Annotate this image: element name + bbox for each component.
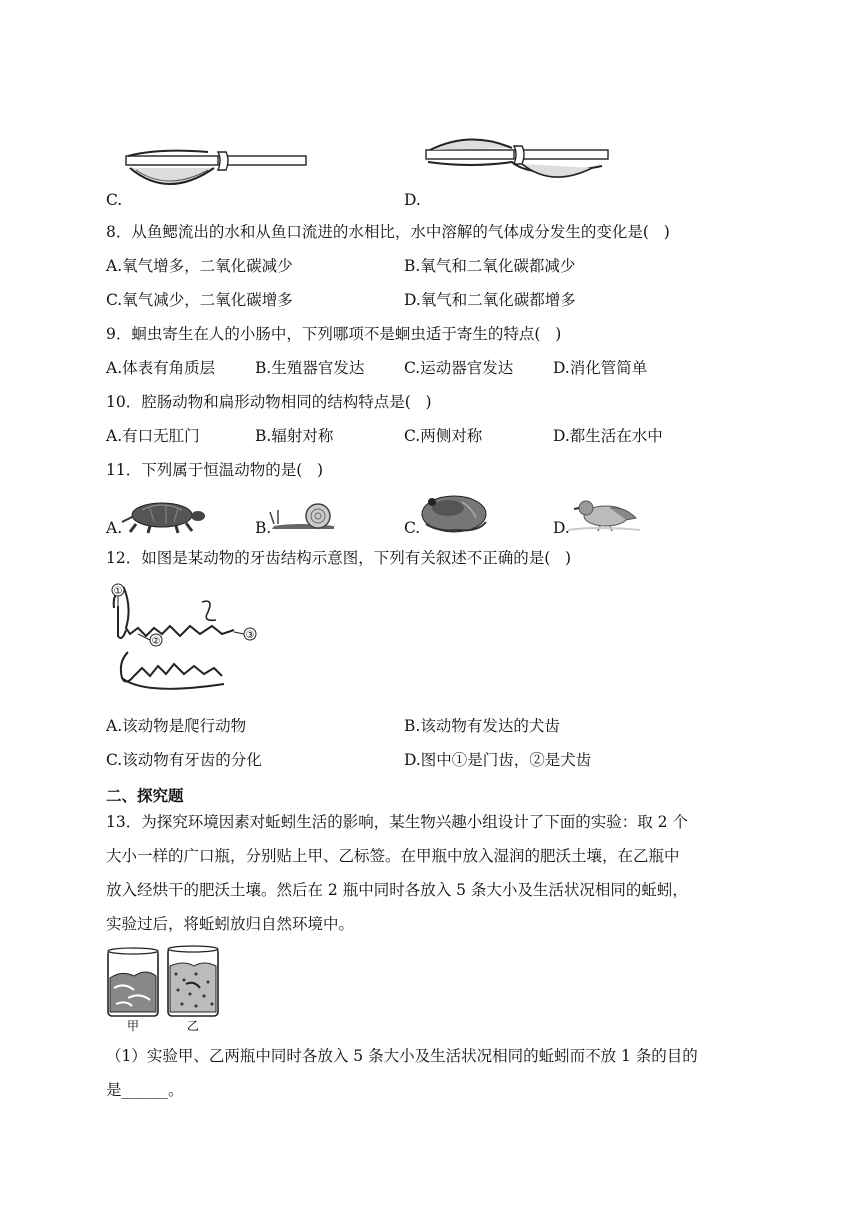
jar-label-jia: 甲 bbox=[126, 1019, 140, 1033]
q9-option-c[interactable]: C.运动器官发达 bbox=[404, 359, 514, 377]
arm-figure-d bbox=[422, 136, 612, 190]
question-10-stem: 10．腔肠动物和扁形动物相同的结构特点是( ) bbox=[106, 393, 432, 411]
q12-option-b[interactable]: B.该动物有发达的犬齿 bbox=[404, 717, 560, 735]
q11-option-c[interactable]: C. bbox=[404, 519, 421, 537]
q8-option-d[interactable]: D.氧气和二氧化碳都增多 bbox=[404, 291, 576, 309]
q10-option-b[interactable]: B.辐射对称 bbox=[255, 427, 334, 445]
q8-option-b[interactable]: B.氧气和二氧化碳都减少 bbox=[404, 257, 576, 275]
tooth-label-3: ③ bbox=[245, 630, 255, 641]
question-9-stem: 9．蛔虫寄生在人的小肠中，下列哪项不是蛔虫适于寄生的特点( ) bbox=[106, 325, 562, 343]
question-12-stem: 12．如图是某动物的牙齿结构示意图，下列有关叙述不正确的是( ) bbox=[106, 549, 572, 567]
turtle-image bbox=[120, 498, 206, 534]
q9-option-a[interactable]: A.体表有角质层 bbox=[106, 359, 216, 377]
question-8-stem: 8．从鱼鳃流出的水和从鱼口流进的水相比，水中溶解的气体成分发生的变化是( ) bbox=[106, 223, 670, 241]
q10-option-c[interactable]: C.两侧对称 bbox=[404, 427, 483, 445]
q10-option-d[interactable]: D.都生活在水中 bbox=[553, 427, 663, 445]
q7-option-c[interactable]: C. bbox=[106, 191, 123, 209]
jars-figure bbox=[104, 944, 226, 1034]
arm-figure-c bbox=[118, 140, 308, 190]
pigeon-image bbox=[566, 496, 642, 532]
q12-option-d[interactable]: D.图中①是门齿，②是犬齿 bbox=[404, 751, 592, 769]
q11-option-d[interactable]: D. bbox=[553, 519, 570, 537]
q13-line-4: 实验过后，将蚯蚓放归自然环境中。 bbox=[106, 915, 355, 933]
tooth-label-1: ① bbox=[113, 586, 123, 597]
q13-sub1-line-2[interactable]: 是______。 bbox=[106, 1081, 184, 1099]
q11-option-a[interactable]: A. bbox=[106, 519, 123, 537]
jar-label-yi: 乙 bbox=[186, 1019, 200, 1033]
section-title: 二、探究题 bbox=[106, 787, 184, 805]
q9-option-b[interactable]: B.生殖器官发达 bbox=[255, 359, 365, 377]
q11-option-b[interactable]: B. bbox=[255, 519, 272, 537]
q7-option-d[interactable]: D. bbox=[404, 191, 421, 209]
q13-line-2: 大小一样的广口瓶，分别贴上甲、乙标签。在甲瓶中放入湿润的肥沃土壤，在乙瓶中 bbox=[106, 847, 680, 865]
frog-image bbox=[418, 488, 490, 534]
teeth-diagram bbox=[104, 578, 264, 706]
question-11-stem: 11．下列属于恒温动物的是( ) bbox=[106, 461, 324, 479]
q10-option-a[interactable]: A.有口无肛门 bbox=[106, 427, 200, 445]
tooth-label-2: ② bbox=[151, 636, 161, 647]
q9-option-d[interactable]: D.消化管简单 bbox=[553, 359, 648, 377]
snail-image bbox=[268, 494, 340, 532]
q13-line-3: 放入经烘干的肥沃土壤。然后在 2 瓶中同时各放入 5 条大小及生活状况相同的蚯蚓， bbox=[106, 881, 688, 899]
q13-sub1-line-1: （1）实验甲、乙两瓶中同时各放入 5 条大小及生活状况相同的蚯蚓而不放 1 条的目的 bbox=[106, 1047, 698, 1065]
q8-option-c[interactable]: C.氧气减少，二氧化碳增多 bbox=[106, 291, 293, 309]
q13-line-1: 13．为探究环境因素对蚯蚓生活的影响，某生物兴趣小组设计了下面的实验：取 2 个 bbox=[106, 813, 688, 831]
q12-option-a[interactable]: A.该动物是爬行动物 bbox=[106, 717, 247, 735]
q12-option-c[interactable]: C.该动物有牙齿的分化 bbox=[106, 751, 262, 769]
q8-option-a[interactable]: A.氧气增多，二氧化碳减少 bbox=[106, 257, 293, 275]
